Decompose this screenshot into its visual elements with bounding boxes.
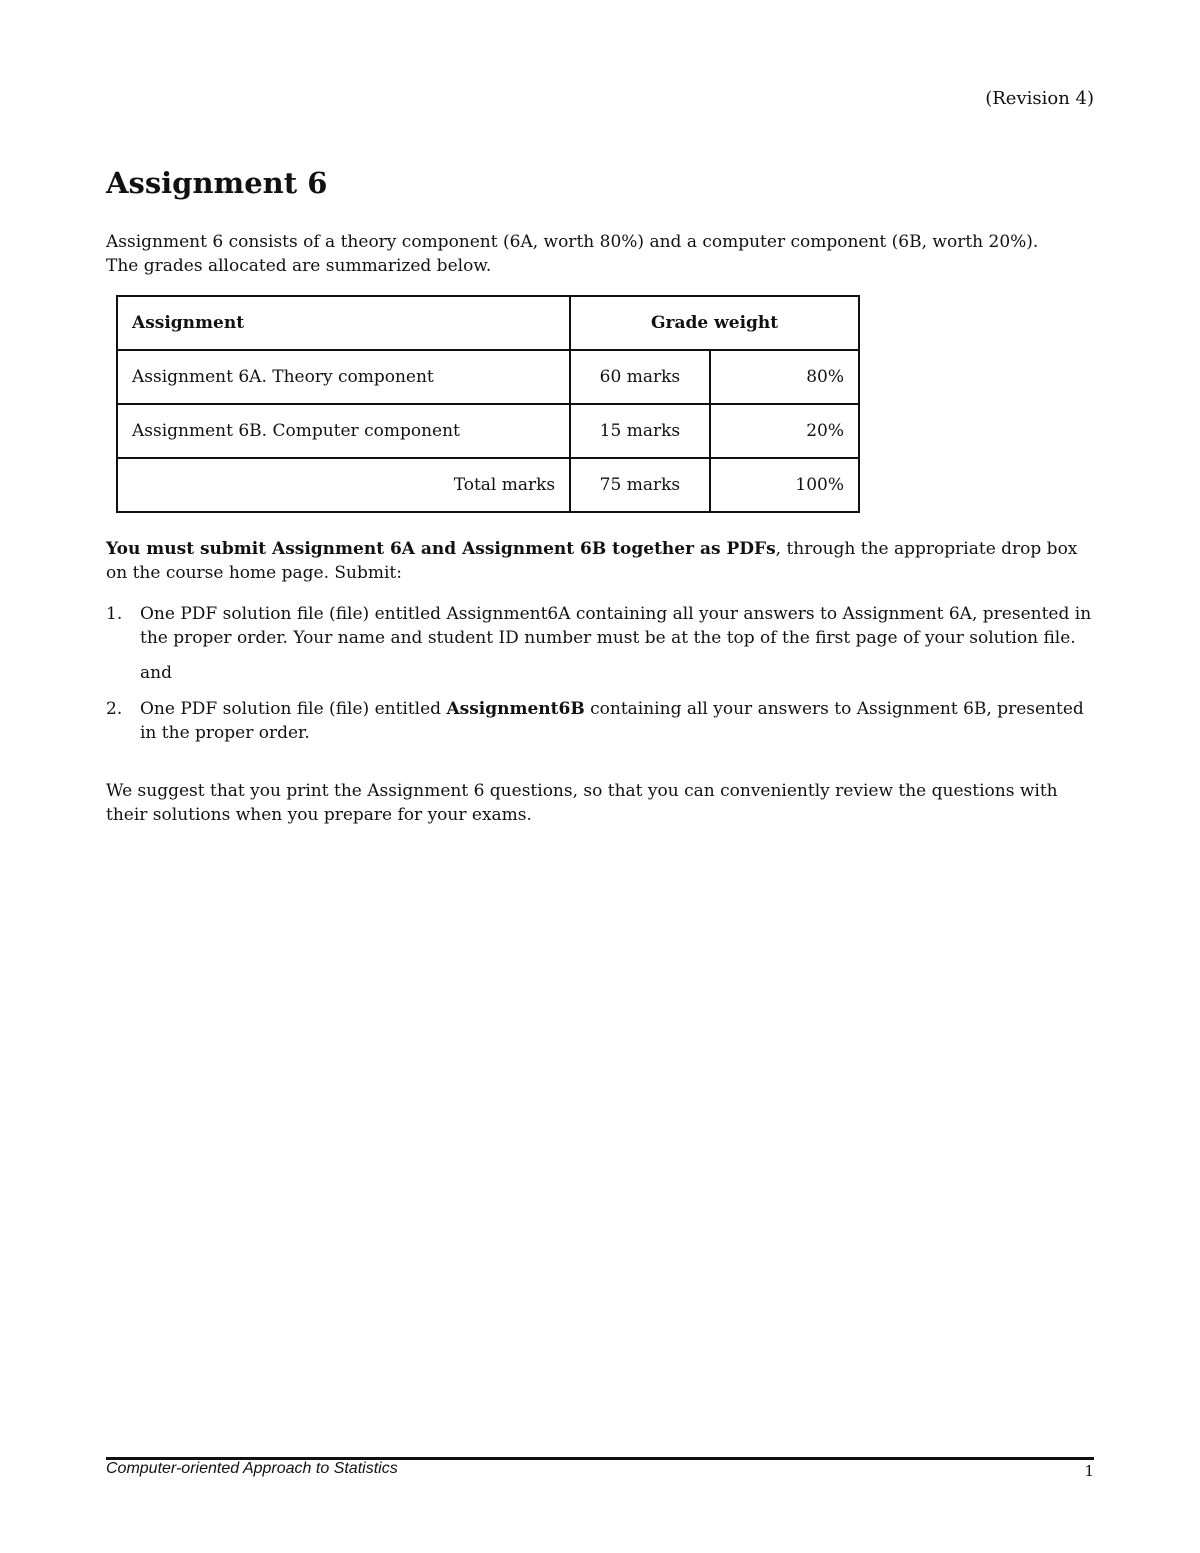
closing-paragraph: We suggest that you print the Assignment 6 questions, so that you can conveniently review the questions with their solutions when you prepare for your exams. [106,781,1058,825]
total-percent: 100% [710,458,859,512]
table-header-row [117,296,859,350]
footer-course-title: Computer-oriented Approach to Statistics [106,1460,398,1477]
intro-line-1: Assignment 6 consists of a theory component (6A, worth 80%) and a computer component (6B, worth 20%). [106,232,1039,252]
row-percent: 80% [710,350,859,404]
table-row [117,350,859,404]
list-item-text-bold: Assignment6B [446,699,585,719]
row-name: Assignment 6B. Computer component [117,404,570,458]
row-name: Assignment 6A. Theory component [117,350,570,404]
grades-table [116,295,860,513]
list-item [106,697,1096,745]
header-assignment: Assignment [117,296,570,350]
row-percent: 20% [710,404,859,458]
total-label: Total marks [117,458,570,512]
table-row [117,404,859,458]
row-marks: 60 marks [570,350,709,404]
submit-instructions-rest: , through the appropriate drop box on the course home page. Submit: [106,539,1078,583]
intro-line-2: The grades allocated are summarized below. [106,256,492,276]
revision-label: (Revision 4) [985,88,1094,109]
header-grade-weight: Grade weight [570,296,859,350]
footer-page-number: 1 [1084,1462,1094,1480]
and-connector: and [140,663,172,683]
list-item-number: 1. [106,604,123,624]
total-marks: 75 marks [570,458,709,512]
submit-instructions [106,537,1096,585]
page-title: Assignment 6 [106,166,328,200]
list-item-number: 2. [106,699,123,719]
list-item-text-suffix: containing all your answers to Assignment 6B, presented in the proper order. [140,699,1084,743]
row-marks: 15 marks [570,404,709,458]
list-item-text: One PDF solution file (file) entitled Assignment6A containing all your answers to Assignment 6A, presented in the proper order. Your name and student ID number must be at the top of the first page of your solution file. [140,604,1092,648]
list-item [106,602,1096,650]
intro-paragraph [106,230,1096,278]
table-total-row [117,458,859,512]
submission-list [106,602,1096,745]
submit-instructions-bold: You must submit Assignment 6A and Assignment 6B together as PDFs [106,539,776,559]
list-item-text-prefix: One PDF solution file (file) entitled [140,699,447,719]
